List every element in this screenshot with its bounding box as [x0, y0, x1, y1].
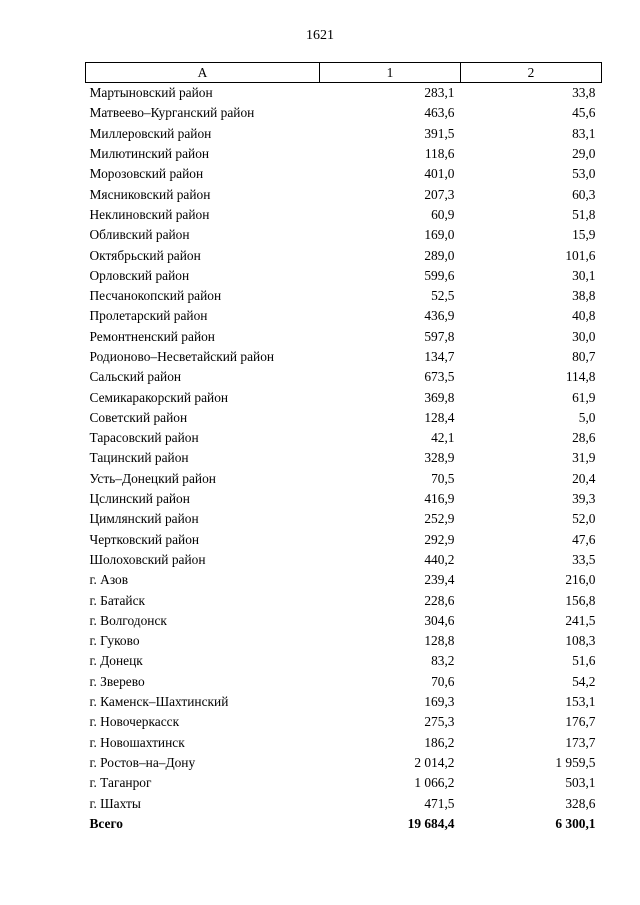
table-row: [86, 590, 602, 610]
row-value-cell: 1 959,5: [555, 754, 596, 770]
row-name-cell: Октябрьский район: [89, 247, 201, 263]
page-number: 1621: [306, 28, 334, 43]
row-name-cell: г. Донецк: [89, 653, 143, 669]
row-name-cell: Сальский район: [89, 369, 182, 385]
row-value-cell: 169,3: [424, 694, 455, 710]
table-row: [86, 184, 602, 204]
row-value-cell: 597,8: [424, 328, 455, 344]
data-table: [85, 62, 602, 834]
row-value-cell: 61,9: [572, 389, 596, 405]
row-value-cell: 292,9: [424, 531, 455, 547]
row-name-cell: Семикаракорский район: [89, 389, 229, 405]
table-row: [86, 651, 602, 671]
total-value-cell: 6 300,1: [555, 815, 596, 831]
row-value-cell: 153,1: [565, 694, 596, 710]
row-value-cell: 33,5: [572, 551, 596, 567]
row-value-cell: 30,1: [572, 267, 596, 283]
table-row: [86, 347, 602, 367]
row-value-cell: 70,6: [431, 673, 455, 689]
table-row: [86, 570, 602, 590]
row-value-cell: 391,5: [424, 125, 455, 141]
table-row: [86, 550, 602, 570]
table-row: [86, 611, 602, 631]
row-value-cell: 241,5: [565, 612, 596, 628]
row-value-cell: 283,1: [424, 85, 455, 101]
row-name-cell: г. Ростов–на–Дону: [89, 754, 196, 770]
row-name-cell: Орловский район: [89, 267, 190, 283]
column-header: А: [86, 63, 320, 83]
row-name-cell: г. Гуково: [89, 633, 140, 649]
row-value-cell: 463,6: [424, 105, 455, 121]
row-value-cell: 416,9: [424, 491, 455, 507]
table-row: [86, 509, 602, 529]
row-value-cell: 60,3: [572, 186, 596, 202]
row-name-cell: г. Новочеркасск: [89, 714, 180, 730]
row-value-cell: 369,8: [424, 389, 455, 405]
row-value-cell: 47,6: [572, 531, 596, 547]
row-name-cell: г. Зверево: [89, 673, 145, 689]
row-value-cell: 173,7: [565, 734, 596, 750]
row-value-cell: 207,3: [424, 186, 455, 202]
row-value-cell: 401,0: [424, 166, 455, 182]
row-value-cell: 134,7: [424, 349, 455, 364]
total-row: [86, 814, 602, 834]
row-value-cell: 128,8: [424, 633, 455, 649]
total-value-cell: 19 684,4: [407, 815, 455, 831]
table-body: [86, 83, 602, 834]
row-name-cell: Пролетарский район: [89, 308, 208, 324]
row-value-cell: 83,1: [572, 125, 596, 141]
table-row: [86, 103, 602, 123]
row-name-cell: г. Таганрог: [89, 775, 152, 791]
row-name-cell: Цслинский район: [89, 491, 190, 507]
row-name-cell: Чертковский район: [89, 531, 200, 547]
table-row: [86, 327, 602, 347]
table-row: [86, 530, 602, 550]
column-header: 1: [320, 63, 461, 83]
row-name-cell: Мясниковский район: [89, 186, 211, 202]
table-row: [86, 428, 602, 448]
row-name-cell: г. Волгодонск: [89, 612, 167, 628]
row-name-cell: Милютинский район: [89, 146, 210, 162]
table-row: [86, 306, 602, 326]
row-value-cell: 128,4: [424, 409, 455, 425]
row-value-cell: 28,6: [572, 430, 596, 446]
row-value-cell: 503,1: [565, 775, 596, 791]
table-row: [86, 205, 602, 225]
row-value-cell: 436,9: [424, 308, 455, 324]
row-value-cell: 471,5: [424, 795, 455, 811]
row-name-cell: Цимлянский район: [89, 511, 199, 527]
row-value-cell: 156,8: [565, 592, 596, 608]
row-name-cell: Тарасовский район: [89, 430, 199, 446]
row-value-cell: 54,2: [572, 673, 596, 689]
row-value-cell: 51,6: [572, 653, 596, 669]
table-row: [86, 245, 602, 265]
row-value-cell: 29,0: [572, 146, 596, 162]
row-value-cell: 599,6: [424, 267, 455, 283]
row-name-cell: Ремонтненский район: [89, 328, 215, 344]
row-name-cell: Матвеево–Курганский район: [89, 105, 255, 121]
table-row: [86, 387, 602, 407]
row-name-cell: Шолоховский район: [89, 551, 206, 567]
row-value-cell: 52,0: [572, 511, 596, 527]
row-value-cell: 186,2: [424, 734, 455, 750]
table-row: [86, 144, 602, 164]
row-name-cell: г. Новошахтинск: [89, 734, 185, 750]
row-value-cell: 15,9: [572, 227, 596, 243]
row-value-cell: 30,0: [572, 328, 596, 344]
row-name-cell: г. Каменск–Шахтинский: [89, 694, 229, 710]
row-value-cell: 440,2: [424, 551, 455, 567]
table-row: [86, 773, 602, 793]
row-value-cell: 70,5: [431, 470, 455, 486]
table-row: [86, 793, 602, 813]
table-row: [86, 631, 602, 651]
row-value-cell: 5,0: [578, 409, 596, 425]
row-name-cell: Советский район: [89, 409, 188, 425]
row-value-cell: 38,8: [572, 288, 596, 304]
row-value-cell: 39,3: [572, 491, 596, 507]
table-row: [86, 367, 602, 387]
table-row: [86, 672, 602, 692]
table-row: [86, 83, 602, 104]
row-name-cell: Родионово–Несветайский район: [89, 349, 275, 364]
row-name-cell: Песчанокопский район: [89, 288, 222, 304]
table-row: [86, 692, 602, 712]
row-name-cell: Мартыновский район: [89, 85, 213, 101]
row-name-cell: Усть–Донецкий район: [89, 470, 216, 486]
table-row: [86, 733, 602, 753]
row-value-cell: 239,4: [424, 572, 455, 588]
row-value-cell: 114,8: [565, 369, 596, 385]
row-value-cell: 169,0: [424, 227, 455, 243]
row-value-cell: 80,7: [572, 349, 596, 364]
row-value-cell: 176,7: [565, 714, 596, 730]
row-value-cell: 33,8: [572, 85, 596, 101]
row-name-cell: г. Батайск: [89, 592, 146, 608]
row-name-cell: г. Шахты: [89, 795, 141, 811]
row-value-cell: 118,6: [424, 146, 455, 162]
table-row: [86, 753, 602, 773]
table-row: [86, 489, 602, 509]
table-row: [86, 448, 602, 468]
row-value-cell: 40,8: [572, 308, 596, 324]
row-value-cell: 53,0: [572, 166, 596, 182]
row-name-cell: Тацинский район: [89, 450, 189, 466]
row-name-cell: Обливский район: [89, 227, 190, 243]
row-value-cell: 304,6: [424, 612, 455, 628]
row-value-cell: 51,8: [572, 206, 596, 222]
row-value-cell: 20,4: [572, 470, 596, 486]
row-value-cell: 108,3: [565, 633, 596, 649]
row-value-cell: 45,6: [572, 105, 596, 121]
column-header: 2: [461, 63, 602, 83]
row-value-cell: 31,9: [572, 450, 596, 466]
row-value-cell: 289,0: [424, 247, 455, 263]
row-value-cell: 52,5: [431, 288, 455, 304]
table-header-row: [86, 63, 602, 83]
row-value-cell: 673,5: [424, 369, 455, 385]
total-label-cell: Всего: [89, 815, 123, 831]
table-row: [86, 469, 602, 489]
row-value-cell: 2 014,2: [414, 754, 455, 770]
row-value-cell: 328,9: [424, 450, 455, 466]
row-value-cell: 1 066,2: [414, 775, 455, 791]
table-row: [86, 225, 602, 245]
table-row: [86, 266, 602, 286]
table-row: [86, 408, 602, 428]
table-row: [86, 286, 602, 306]
table-row: [86, 124, 602, 144]
row-value-cell: 228,6: [424, 592, 455, 608]
row-value-cell: 60,9: [431, 206, 455, 222]
row-value-cell: 275,3: [424, 714, 455, 730]
row-value-cell: 328,6: [565, 795, 596, 811]
table-row: [86, 712, 602, 732]
row-value-cell: 216,0: [565, 572, 596, 588]
row-name-cell: Морозовский район: [89, 166, 204, 182]
table-row: [86, 164, 602, 184]
row-value-cell: 83,2: [431, 653, 455, 669]
row-value-cell: 42,1: [431, 430, 455, 446]
row-value-cell: 252,9: [424, 511, 455, 527]
row-name-cell: г. Азов: [89, 572, 129, 588]
row-name-cell: Неклиновский район: [89, 206, 210, 222]
row-name-cell: Миллеровский район: [89, 125, 212, 141]
row-value-cell: 101,6: [565, 247, 596, 263]
